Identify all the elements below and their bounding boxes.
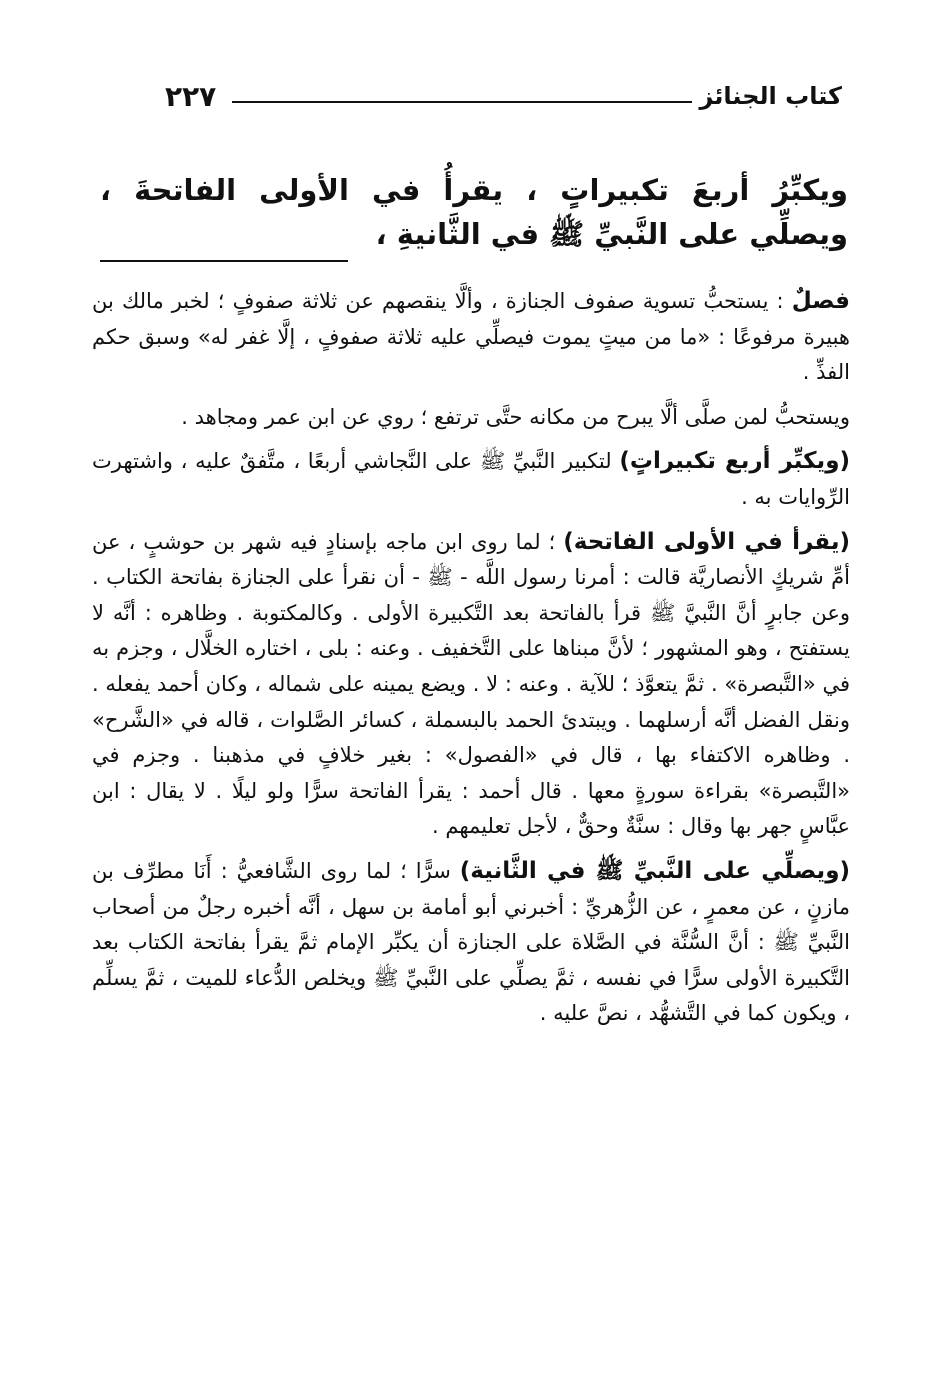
paragraph-text: سرًّا ؛ لما روى الشَّافعيُّ : أَنَا مطرِّف بن مازنٍ ، عن معمرٍ ، عن الزُّهريِّ : أخبرني أبو أمامة بن سهل ، أنَّه أخبره رجلٌ من أصحاب النَّبيِّ ﷺ : أنَّ السُّنَّة في الصَّلاة على الجنازة أن يكبِّر الإمام ثمَّ يقرأ بفاتحة الكتاب بعد التَّكبيرة الأولى سرًّا في نفسه ، ثمَّ يصلِّي على النَّبيِّ ﷺ ويخلص الدُّعاء للميت ، ثمَّ يسلِّم ، ويكون كما في التَّشهُّد ، نصَّ عليه . bbox=[92, 858, 850, 1026]
paragraph-takbirat bbox=[92, 444, 850, 515]
running-header bbox=[150, 80, 842, 120]
paragraph-fasl bbox=[92, 284, 850, 391]
paragraph-text: لتكبير النَّبيِّ ﷺ على النَّجاشي أربعًا ، متَّفقٌ عليه ، واشتهرت الرِّوايات به . bbox=[92, 449, 850, 509]
paragraph-text: : يستحبُّ تسوية صفوف الجنازة ، وألَّا ينقصهم عن ثلاثة صفوفٍ ؛ لخبر مالك بن هبيرة مرفوعًا : «ما من ميتٍ يموت فيصلِّي عليه ثلاثة صفوفٍ ، إلَّا غفر له» وسبق حكم الفذِّ . bbox=[92, 289, 850, 385]
header-rule bbox=[232, 101, 692, 103]
paragraph-text: ويستحبُّ لمن صلَّى ألَّا يبرح من مكانه حتَّى ترتفع ؛ روي عن ابن عمر ومجاهد . bbox=[181, 404, 850, 429]
paragraph-lead: (يقرأ في الأولى الفاتحة) bbox=[563, 528, 850, 555]
paragraph-text: ؛ لما روى ابن ماجه بإسنادٍ فيه شهر بن حوشبٍ ، عن أمِّ شريكٍ الأنصاريَّة قالت : أمرنا رسول اللَّه - ﷺ - أن نقرأ على الجنازة بفاتحة الكتاب . وعن جابرٍ أنَّ النَّبيَّ ﷺ قرأ بالفاتحة بعد التَّكبيرة الأولى . وكالمكتوبة . وظاهره : أنَّه لا يستفتح ، وهو المشهور ؛ لأنَّ مبناها على التَّخفيف . وعنه : بلى ، اختاره الخلَّال ، وجزم به في «التَّبصرة» . ثمَّ يتعوَّذ ؛ للآية . وعنه : لا . ويضع يمينه على شماله ، وكان أحمد يفعله . ونقل الفضل أنَّه أرسلهما . ويبتدئ الحمد بالبسملة ، كسائر الصَّلوات ، قاله في «الشَّرح» . وظاهره الاكتفاء بها ، قال في «الفصول» : بغير خلافٍ في مذهبنا . وجزم في «التَّبصرة» بقراءة سورةٍ معها . قال أحمد : يقرأ الفاتحة سرًّا ولو ليلًا . لا يقال : ابن عبَّاسٍ جهر بها وقال : سنَّةٌ وحقٌّ ، لأجل تعليمهم . bbox=[92, 529, 850, 839]
paragraph-istihbab bbox=[92, 400, 850, 436]
paragraph-salat bbox=[92, 854, 850, 1032]
matn-text: ويكبِّرُ أربعَ تكبيراتٍ ، يقرأُ في الأولى الفاتحةَ ، ويصلِّي على النَّبيِّ ﷺ في الثَّانيةِ ، bbox=[100, 173, 848, 251]
paragraph-lead: فصلٌ bbox=[791, 288, 850, 314]
commentary-body bbox=[92, 284, 850, 1032]
page-number: ٢٢٧ bbox=[165, 80, 217, 113]
matn-divider bbox=[100, 260, 348, 262]
paragraph-lead: (ويصلِّي على النَّبيِّ ﷺ في الثَّانية) bbox=[459, 857, 850, 884]
paragraph-lead: (ويكبِّر أربع تكبيراتٍ) bbox=[619, 448, 851, 475]
paragraph-fatiha bbox=[92, 525, 850, 845]
chapter-title: كتاب الجنائز bbox=[699, 82, 842, 110]
